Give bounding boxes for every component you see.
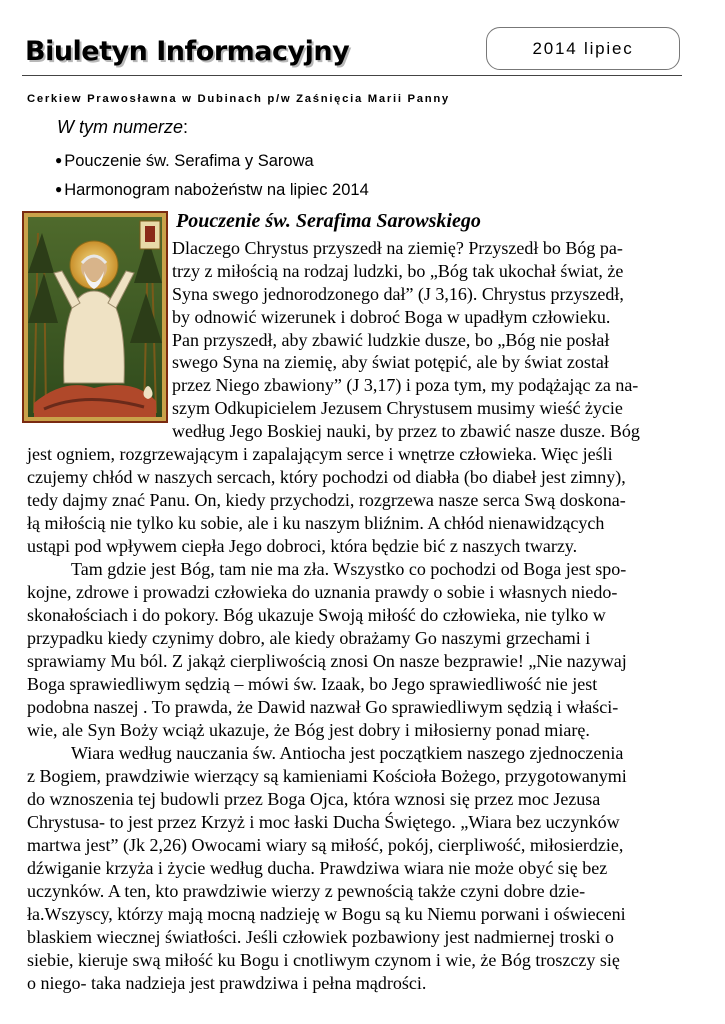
article-line: trzy z miłością na rodzaj ludzki, bo „Bóg tak ukochał świat, że	[172, 261, 624, 281]
article-line: wie, ale Syn Boży wciąż ukazuje, że Bóg jest dobry i miłosierny ponad miarę.	[27, 720, 590, 740]
article-line: dźwiganie krzyża i życie według ducha. Prawdziwa wiara nie może obyć się bez	[27, 858, 608, 878]
article-line: przypadku kiedy czynimy dobro, ale kiedy obrażamy Go naszymi grzechami i	[27, 628, 591, 648]
article-line: do wznoszenia tej budowli przez Boga Ojca, która wznosi się przez moc Jezusa	[27, 789, 601, 809]
article-line: ustąpi pod wpływem ciepła Jego dobroci, która będzie bić z naszych twarzy.	[27, 536, 578, 556]
parish-subtitle: Cerkiew Prawosławna w Dubinach p/w Zaśnięcia Marii Panny	[27, 93, 450, 105]
saint-seraphim-icon	[24, 213, 166, 421]
bullet-icon: ●	[55, 182, 63, 196]
toc-item-label: Harmonogram nabożeństw na lipiec 2014	[64, 181, 369, 199]
article-line: łą miłością nie tylko ku sobie, ale i ku naszym bliźnim. A chłód nienawidzących	[27, 513, 605, 533]
newsletter-title: Biuletyn Informacyjny	[25, 36, 350, 67]
article-line: Chrystusa- to jest przez Krzyż i moc łaski Ducha Świętego. „Wiara bez uczynków	[27, 812, 620, 832]
article-title: Pouczenie św. Serafima Sarowskiego	[176, 210, 481, 232]
article-line: Boga sprawiedliwym sędzią – mówi św. Izaak, bo Jego sprawiedliwość nie jest	[27, 674, 598, 694]
article-line: tedy dajmy znać Panu. On, kiedy przychodzi, rozgrzewa nasze serca Swą doskona-	[27, 490, 626, 510]
article-line: Syna swego jednorodzonego dał” (J 3,16). Chrystus przyszedł,	[172, 284, 624, 304]
article-line: podobna naszej . To prawda, że Dawid nazwał Go sprawiedliwym sędzią i właści-	[27, 697, 619, 717]
article-line: jest ogniem, rozgrzewającym i zapalającym serce i wnętrze człowieka. Więc jeśli	[27, 444, 613, 464]
toc-item	[55, 146, 369, 175]
article-line: by odnowić wizerunek i dobroć Boga w upadłym człowieku.	[172, 307, 611, 327]
toc-heading	[57, 117, 188, 138]
issue-date: 2014 lipiec	[532, 38, 634, 58]
article-line: blaskiem wiecznej światłości. Jeśli człowiek pozbawiony jest nadmiernej troski o	[27, 927, 614, 947]
article-line: według Jego Boskiej nauki, by przez to zbawić nasze dusze. Bóg	[172, 421, 640, 441]
toc-list	[55, 146, 369, 204]
article-line: czujemy chłód w naszych sercach, który pochodzi od diabła (bo diabeł jest zimny),	[27, 467, 626, 487]
article-line: martwa jest” (Jk 2,26) Owocami wiary są miłość, pokój, cierpliwość, miłosierdzie,	[27, 835, 624, 855]
article-line: kojne, zdrowe i prowadzi człowieka do uznania prawdy o sobie i własnych niedo-	[27, 582, 618, 602]
toc-heading-text: W tym numerze	[57, 117, 184, 137]
article-line: skonałościach i do pokory. Bóg ukazuje Swoją miłość do człowieka, nie tylko w	[27, 605, 606, 625]
article-line: przez Niego zbawiony” (J 3,17) i poza tym, my podążając za na-	[172, 375, 639, 395]
article-line: szym Odkupicielem Jezusem Chrystusem musimy wieść życie	[172, 398, 623, 418]
article-line: uczynków. A ten, kto prawdziwie wierzy z pewnością także czyni dobre dzie-	[27, 881, 586, 901]
issue-date-badge	[486, 27, 680, 70]
article-line: Tam gdzie jest Bóg, tam nie ma zła. Wszystko co pochodzi od Boga jest spo-	[71, 559, 627, 579]
article-line: o niego- taka nadzieja jest prawdziwa i pełna mądrości.	[27, 973, 427, 993]
article-line: siebie, kieruje swą miłość ku Bogu i cnotliwym czynom i wie, że Bóg troszczy się	[27, 950, 620, 970]
article-line: z Bogiem, prawdziwie wierzący są kamieniami Kościoła Bożego, przygotowanymi	[27, 766, 627, 786]
article-line: Pan przyszedł, aby zbawić ludzkie dusze, bo „Bóg nie posłał	[172, 330, 610, 350]
article-line: ła.Wszyscy, którzy mają mocną nadzieję w Bogu są ku Niemu porwani i oświeceni	[27, 904, 626, 924]
article-line: swego Syna na ziemię, aby świat potępić, ale by świat został	[172, 352, 609, 372]
header-divider	[22, 75, 682, 76]
toc-heading-colon: :	[183, 117, 189, 137]
bullet-icon: ●	[55, 153, 63, 167]
article-line: Dlaczego Chrystus przyszedł na ziemię? Przyszedł bo Bóg pa-	[172, 238, 623, 258]
toc-item	[55, 175, 369, 204]
saint-icon-image	[22, 211, 168, 423]
article-line: Wiara według nauczania św. Antiocha jest początkiem naszego zjednoczenia	[71, 743, 624, 763]
toc-item-label: Pouczenie św. Serafima y Sarowa	[64, 152, 314, 170]
article-line: sprawiamy Mu ból. Z jakąż cierpliwością znosi On nasze bezprawie! „Nie nazywaj	[27, 651, 627, 671]
